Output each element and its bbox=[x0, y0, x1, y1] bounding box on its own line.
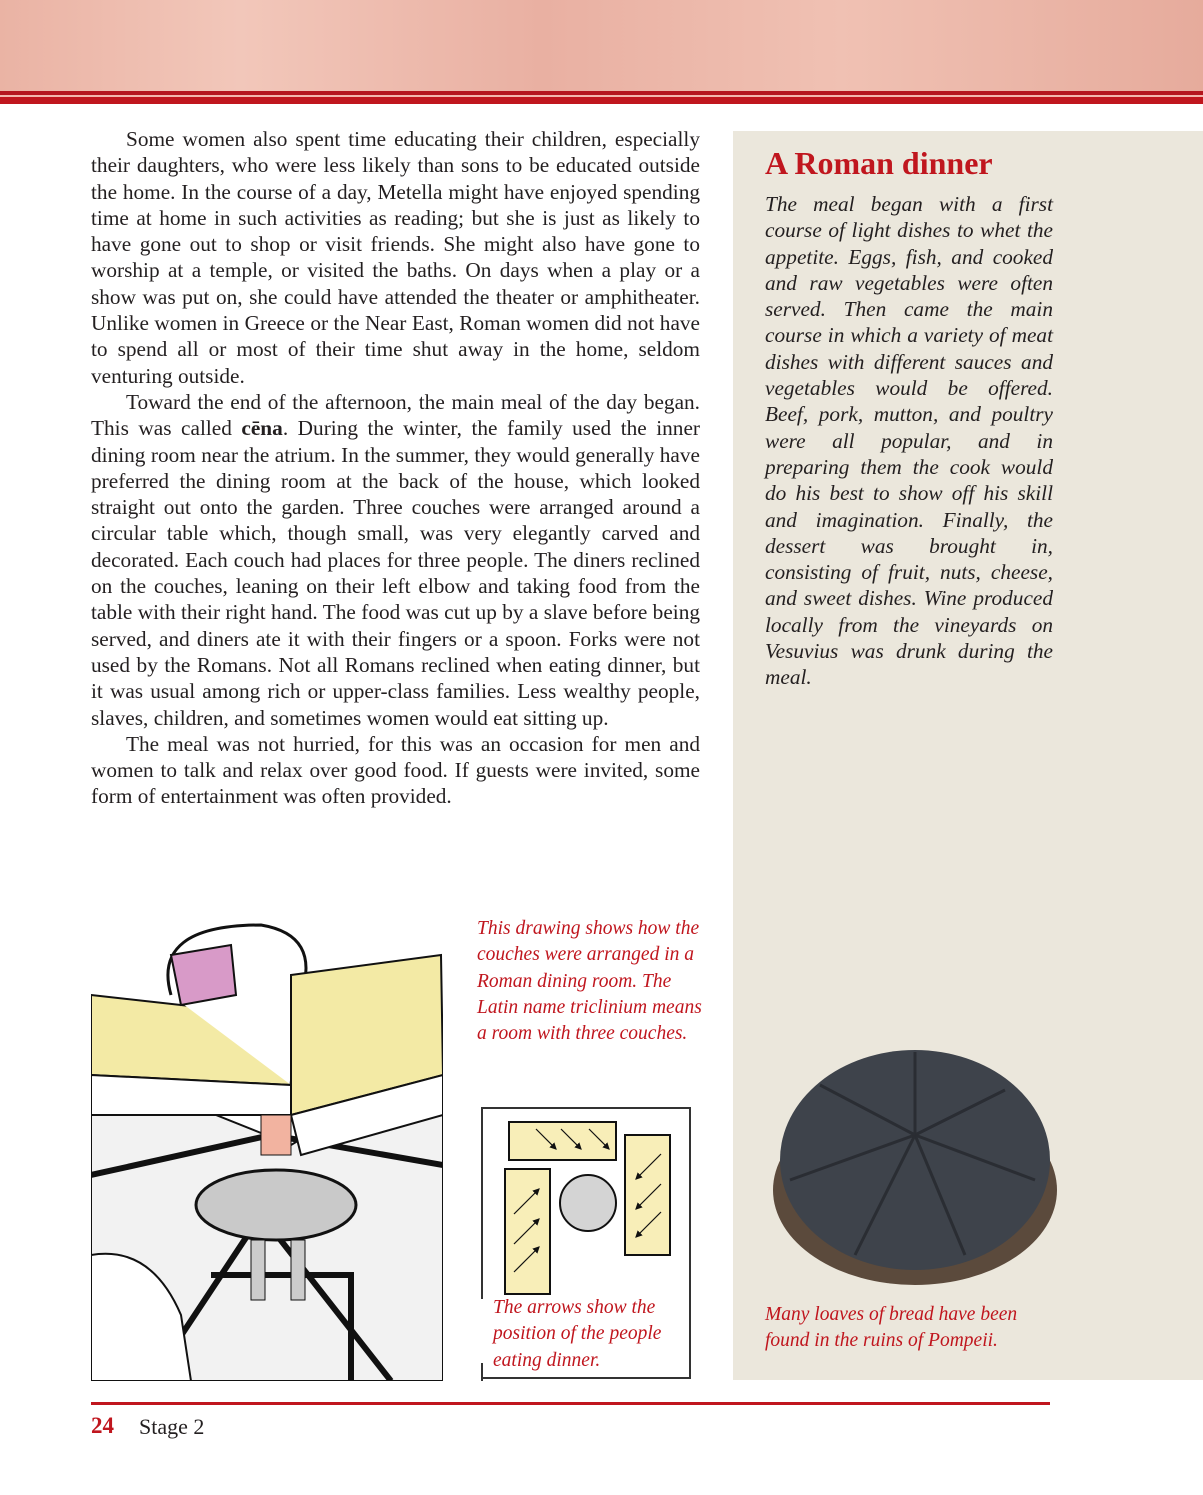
main-text bbox=[91, 126, 700, 810]
bread-photo bbox=[765, 1040, 1057, 1295]
paragraph-2 bbox=[91, 389, 700, 731]
latin-term: cēna bbox=[241, 416, 283, 441]
arrow-diagram bbox=[481, 1109, 691, 1299]
p2-text-end: . During the winter, the family used the inner dining room near the atrium. In the summer, they would generally have preferred the dining room at the back of the house, which looked straight out onto the garden. Three couches were arranged around a circular table which, though small, was very elegantly carved and decorated. Each couch had places for three people. The diners reclined on the couches, leaning on their left elbow and taking food from the table with their right hand. The food was cut up by a slave before being served, and diners ate it with their fingers or a spoon. Forks were not used by the Romans. Not all Romans reclined when eating dinner, but it was usual among rich or upper-class families. Less wealthy people, slaves, children, and sometimes women would eat sitting up. bbox=[91, 416, 700, 730]
header-rule-thick bbox=[0, 97, 1203, 104]
bread-caption: Many loaves of bread have been found in the ruins of Pompeii. bbox=[765, 1304, 1018, 1352]
triclinium-drawing bbox=[91, 915, 443, 1381]
p2-text: Toward the end of the afternoon, the main meal of the day began. This was called bbox=[91, 389, 700, 441]
footer-rule bbox=[91, 1402, 1050, 1405]
paragraph-1: Some women also spent time educating their children, especially their daughters, who were less likely than sons to be educated outside the home. In the course of a day, Metella might have enjoyed spending time at home in such activities as reading; but she is just as likely to have gone out to shop or visit friends. She might also have gone to worship at a temple, or visited the baths. On days when a play or a show was put on, she could have attended the theater or amphitheater. Unlike women in Greece or the Near East, Roman women did not have to spend all or most of their time shut away in the home, seldom venturing outside. bbox=[91, 127, 700, 388]
stage-label: Stage 2 bbox=[139, 1414, 205, 1439]
drawing-caption: This drawing shows how the couches were arranged in a Roman dining room. The Latin name triclinium means a room with three couches. bbox=[477, 918, 702, 1045]
header-banner bbox=[0, 0, 1203, 91]
page-number: 24 bbox=[91, 1413, 114, 1438]
sidebar-title: A Roman dinner bbox=[765, 145, 993, 181]
paragraph-3: The meal was not hurried, for this was an occasion for men and women to talk and relax over good food. If guests were invited, some form of entertainment was often provided. bbox=[91, 731, 700, 809]
sidebar-text: The meal began with a first course of light dishes to whet the appetite. Eggs, fish, and cooked and raw vegetables were often served. Then came the main course in which a variety of meat dishes with different sauces and vegetables would be offered. Beef, pork, mutton, and poultry were all popular, and in preparing them the cook would do his best to show off his skill and imagination. Finally, the dessert was brought in, consisting of fruit, nuts, cheese, and sweet dishes. Wine produced locally from the vineyards on Vesuvius was drunk during the meal. bbox=[765, 192, 1053, 690]
diagram-border bbox=[481, 1363, 483, 1381]
couch-diagram bbox=[481, 1107, 691, 1379]
diagram-caption: The arrows show the position of the people eating dinner. bbox=[493, 1297, 662, 1371]
